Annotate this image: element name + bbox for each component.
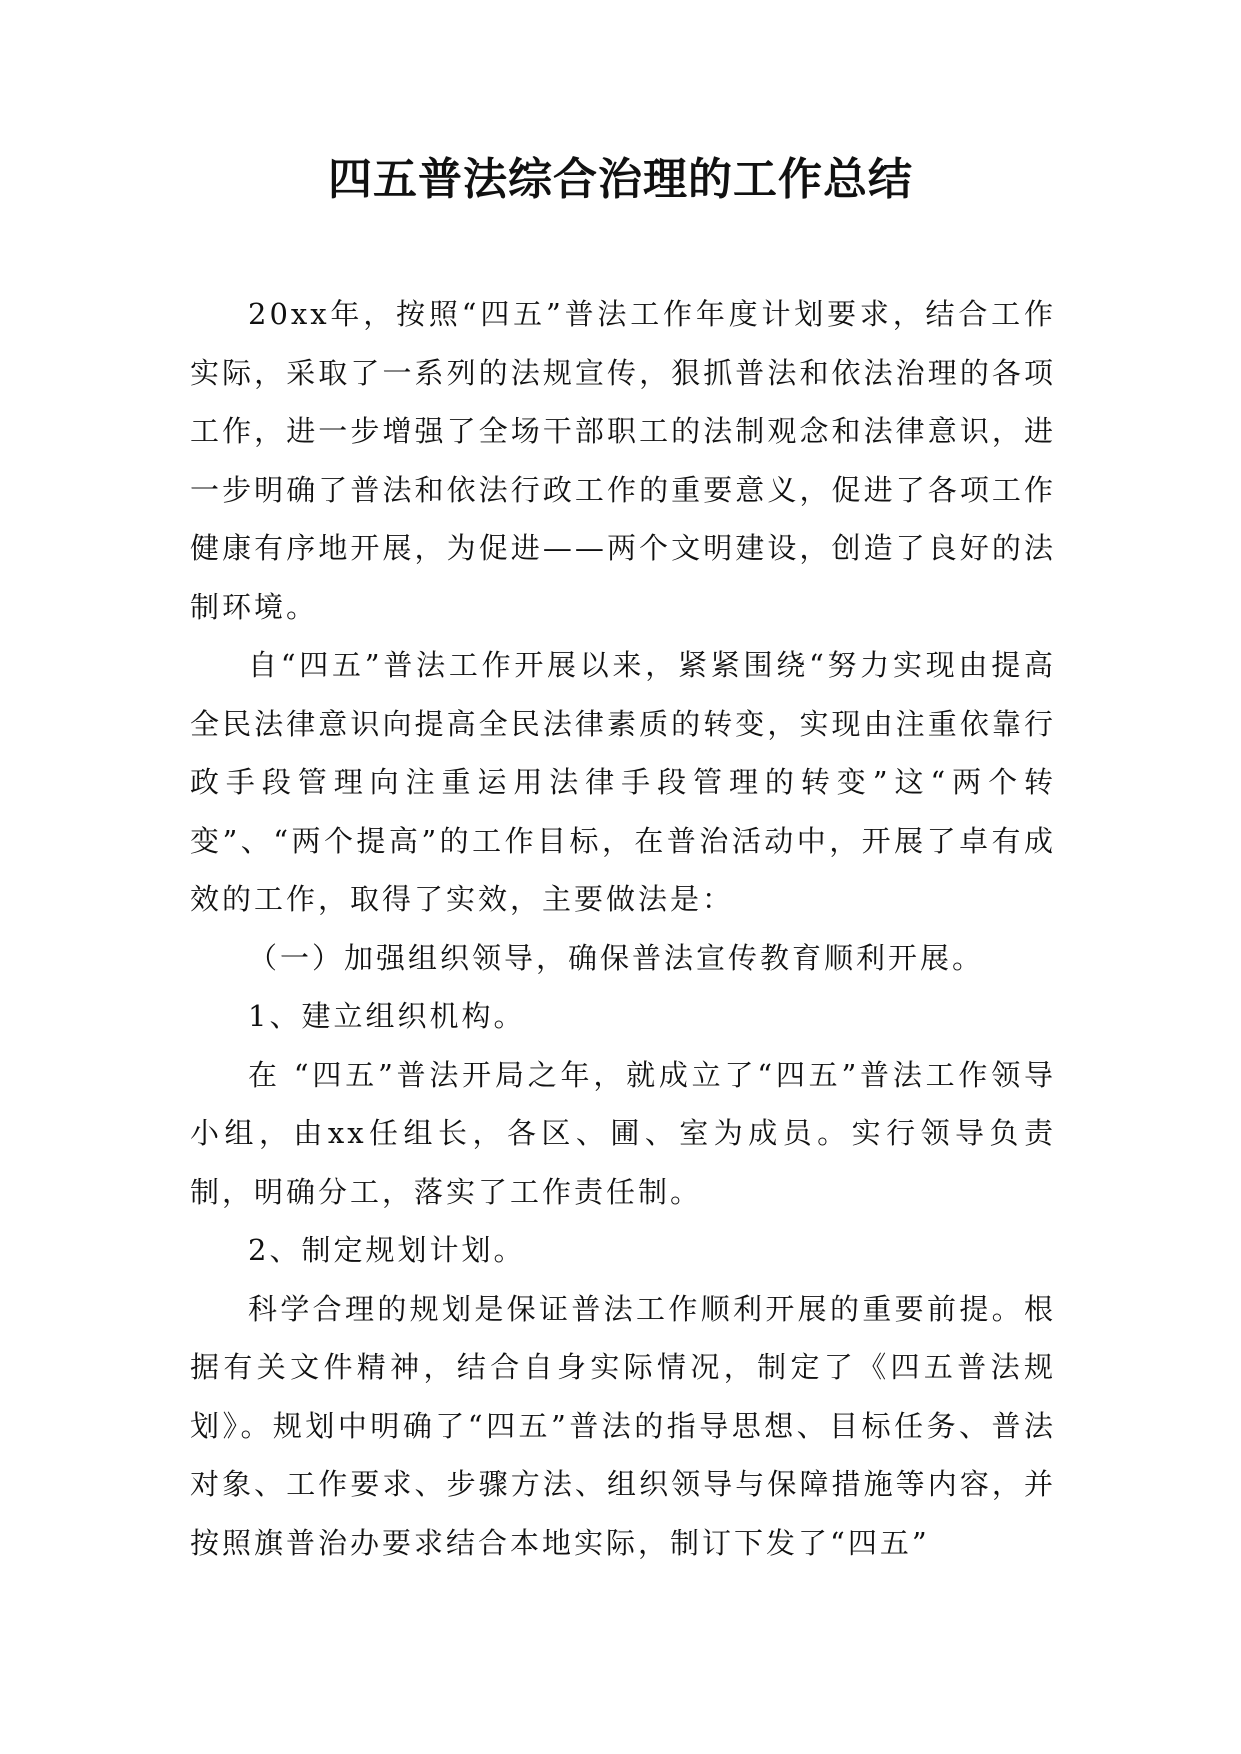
- document-title: 四五普法综合治理的工作总结: [328, 154, 913, 205]
- subheading-2: 2、制定规划计划。: [248, 1233, 526, 1267]
- paragraph-intro: 20xx年，按照“四五”普法工作年度计划要求，结合工作实际，采取了一系列的法规宣传，狠抓普法和依法治理的各项工作，进一步增强了全场干部职工的法制观念和法律意识，进一步明确了普法和依法行政工作的重要意义，促进了各项工作健康有序地开展，为促进——两个文明建设，创造了良好的法制环境。: [190, 297, 1056, 624]
- paragraph-overview: 自“四五”普法工作开展以来，紧紧围绕“努力实现由提高全民法律意识向提高全民法律素质的转变，实现由注重依靠行政手段管理向注重运用法律手段管理的转变”这“两个转变”、“两个提高”的工作目标，在普治活动中，开展了卓有成效的工作，取得了实效，主要做法是：: [190, 648, 1056, 916]
- section-heading-1: （一）加强组织领导，确保普法宣传教育顺利开展。: [248, 940, 985, 975]
- subheading-1: 1、建立组织机构。: [248, 999, 526, 1033]
- paragraph-planning: 科学合理的规划是保证普法工作顺利开展的重要前提。根据有关文件精神，结合自身实际情况，制定了《四五普法规划》。规划中明确了“四五”普法的指导思想、目标任务、普法对象、工作要求、步骤方法、组织领导与保障措施等内容，并按照旗普治办要求结合本地实际，制订下发了“四五”: [190, 1291, 1056, 1560]
- document-body: [190, 285, 1056, 1572]
- paragraph-organization: 在 “四五”普法开局之年，就成立了“四五”普法工作领导小组，由xx任组长，各区、圃、室为成员。实行领导负责制，明确分工，落实了工作责任制。: [190, 1057, 1056, 1209]
